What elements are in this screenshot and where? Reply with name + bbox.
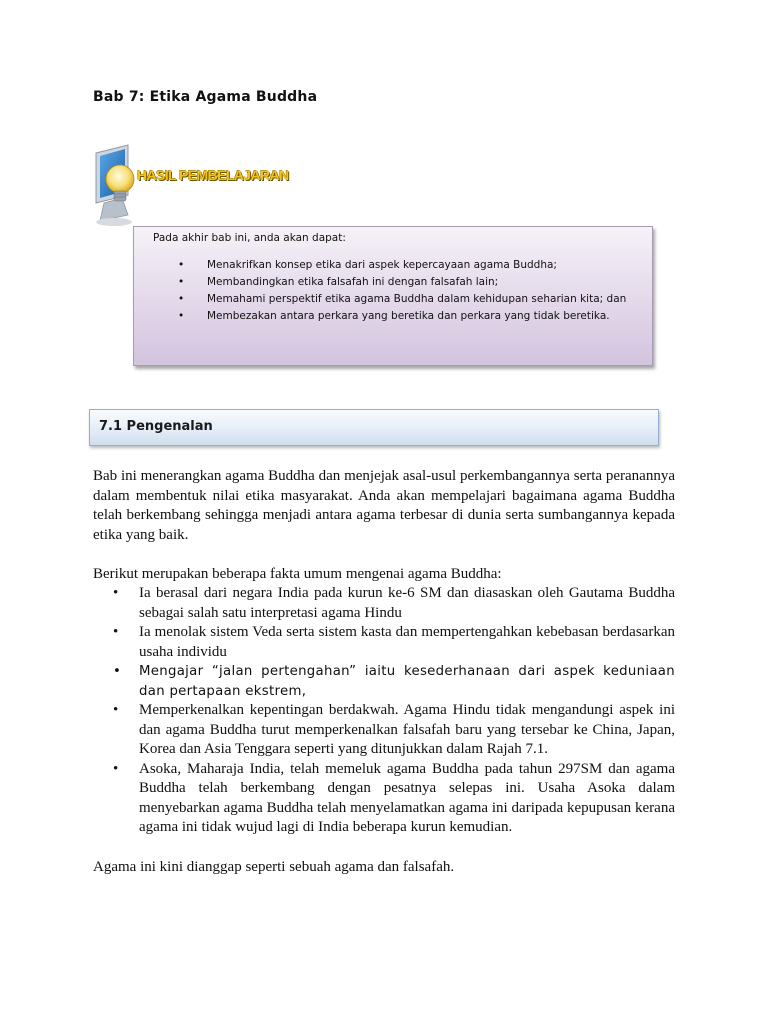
learning-outcomes-list [134, 257, 654, 325]
section-title: 7.1 Pengenalan [99, 419, 213, 434]
list-item: • Membandingkan etika falsafah ini dengan falsafah lain; [134, 274, 654, 291]
closing-paragraph: Agama ini kini dianggap seperti sebuah agama dan falsafah. [93, 859, 455, 875]
list-item: • Memahami perspektif etika agama Buddha dalam kehidupan seharian kita; dan [134, 291, 654, 308]
bullet-icon: • [178, 293, 185, 305]
bullet-icon: • [113, 624, 119, 640]
list-item: • Ia menolak sistem Veda serta sistem kasta dan mempertengahkan kebebasan berdasarkan usaha individu [113, 624, 675, 660]
list-item: • Asoka, Maharaja India, telah memeluk agama Buddha pada tahun 297SM dan agama Buddha telah berkembang dengan pesatnya selepas ini. Usaha Asoka dalam menyebarkan agama Buddha telah menyelamatkan agama ini daripada kepupusan kerana agama ini tidak wujud lagi di India beberapa kurun kemudian. [113, 760, 675, 835]
list-item: • Ia berasal dari negara India pada kurun ke-6 SM dan diasaskan oleh Gautama Buddha sebagai salah satu interpretasi agama Hindu [113, 585, 675, 621]
bullet-icon: • [113, 702, 119, 718]
intro-paragraph: Bab ini menerangkan agama Buddha dan menjejak asal-usul perkembangannya serta peranannya dalam membentuk nilai etika masyarakat. Anda akan mempelajari bagaimana agama Buddha telah berkembang sehingga menjadi antara agama terbesar di dunia serta sumbangannya kepada etika yang baik. [93, 468, 675, 543]
bullet-icon: • [113, 760, 119, 777]
chapter-title: Bab 7: Etika Agama Buddha [93, 89, 318, 105]
bullet-icon: • [113, 585, 119, 601]
learning-outcomes-logo-text: HASIL PEMBELAJARAN [137, 167, 289, 183]
learning-outcomes-box [133, 226, 653, 366]
list-item: • Mengajar “jalan pertengahan” iaitu kesederhanaan dari aspek keduniaan dan pertapaan ekstrem, [113, 664, 675, 699]
bullet-icon: • [113, 664, 122, 679]
bullet-icon: • [178, 259, 185, 271]
learning-outcomes-intro: Pada akhir bab ini, anda akan dapat: [153, 232, 346, 244]
list-item: • Menakrifkan konsep etika dari aspek kepercayaan agama Buddha; [134, 257, 654, 274]
lightbulb-monitor-icon [92, 143, 312, 229]
facts-list [93, 584, 675, 838]
list-item: • Membezakan antara perkara yang beretika dan perkara yang tidak beretika. [134, 308, 654, 325]
bullet-icon: • [178, 310, 185, 322]
section-header [89, 409, 659, 446]
facts-lead-paragraph: Berikut merupakan beberapa fakta umum mengenai agama Buddha: [93, 566, 502, 582]
list-item: • Memperkenalkan kepentingan berdakwah. Agama Hindu tidak mengandungi aspek ini dan agama Buddha turut memperkenalkan falsafah baru yang tersebar ke China, Japan, Korea dan Asia Tenggara seperti yang ditunjukkan dalam Rajah 7.1. [113, 702, 675, 757]
bullet-icon: • [178, 276, 185, 288]
